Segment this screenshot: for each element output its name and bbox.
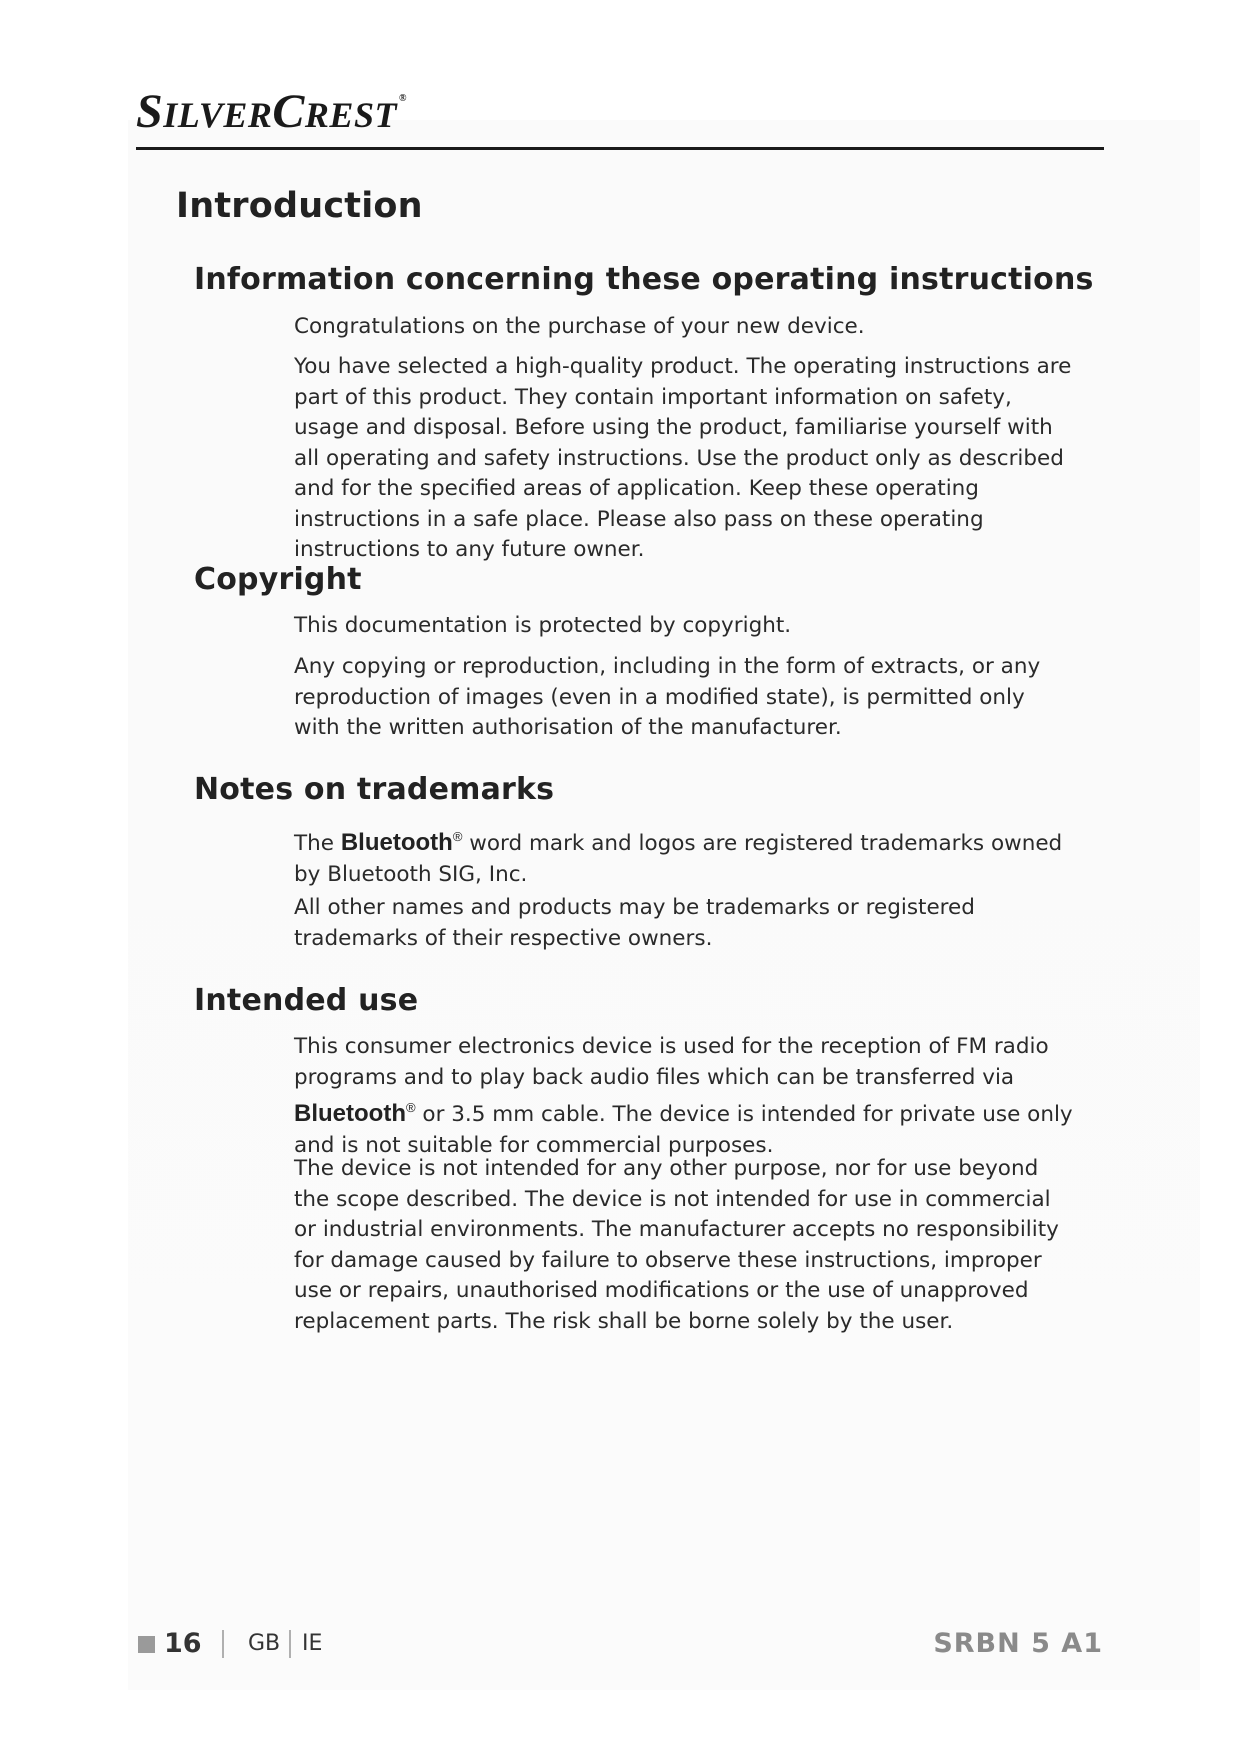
logo-text-rest: REST [304,95,397,135]
heading-copyright: Copyright [194,562,362,597]
intended-use-p1-suffix: or 3.5 mm cable. The device is intended for private use only and is not suitable for commercial purposes. [294,1102,1073,1158]
footer-square-icon [138,1636,155,1653]
intended-use-paragraph-1 [294,1032,1074,1161]
language-code-ie: IE [302,1631,323,1656]
info-paragraph-2: You have selected a high-quality product. The operating instructions are part of this product. They contain important information on safety, usage and disposal. Before using the product, familiarise yourself with all operating and safety instructions. Use the product only as described and for the specified areas of application. Keep these operating instructions in a safe place. Please also pass on these operating instructions to any future owner. [294,354,1072,562]
footer-separator-2 [289,1630,291,1658]
copyright-paragraph-2: Any copying or reproduction, including in the form of extracts, or any reproduction of images (even in a modified state), is permitted only with the written authorisation of the manufacturer. [294,654,1041,740]
bluetooth-wordmark-intended-use-text: Bluetooth [294,1100,406,1127]
logo-letter-c: C [272,85,305,138]
page-title: Introduction [176,186,423,226]
bluetooth-registered-mark-intended-use: ® [405,1100,416,1115]
intended-use-p1-prefix: This consumer electronics device is used for the reception of FM radio programs and to play back audio files which can be transferred via [294,1034,1049,1090]
bluetooth-registered-mark: ® [452,829,463,844]
bluetooth-wordmark [341,829,463,856]
bluetooth-wordmark-intended-use [294,1100,416,1127]
intended-use-paragraph-2: The device is not intended for any other purpose, nor for use beyond the scope described. The device is not intended for use in commercial or industrial environments. The manufacturer accepts no responsibility for damage caused by failure to observe these instructions, improper use or repairs, unauthorised modifications or the use of unapproved replacement parts. The risk shall be borne solely by the user. [294,1156,1059,1334]
trademarks-p1-suffix: word mark and logos are registered trademarks owned by Bluetooth SIG, Inc. [294,831,1063,887]
heading-information: Information concerning these operating instructions [194,262,1094,297]
trademarks-paragraph-2: All other names and products may be trademarks or registered trademarks of their respective owners. [294,895,975,951]
info-paragraph-1: Congratulations on the purchase of your new device. [294,314,865,339]
heading-trademarks: Notes on trademarks [194,772,555,807]
model-number: SRBN 5 A1 [933,1628,1103,1659]
page-number: 16 [164,1628,202,1659]
header-rule [136,147,1104,150]
trademarks-p1-prefix: The [294,831,334,856]
logo-letter-s: S [136,85,164,138]
bluetooth-wordmark-text: Bluetooth [340,829,453,856]
language-code-gb: GB [248,1631,281,1656]
heading-intended-use: Intended use [194,983,419,1018]
logo-registered-mark: ® [398,93,407,104]
brand-logo [136,85,407,138]
trademarks-paragraph-1 [294,822,1074,890]
logo-text-ilver: ILVER [163,95,273,135]
footer-separator-1 [222,1630,224,1658]
copyright-paragraph-1: This documentation is protected by copyright. [294,613,792,638]
